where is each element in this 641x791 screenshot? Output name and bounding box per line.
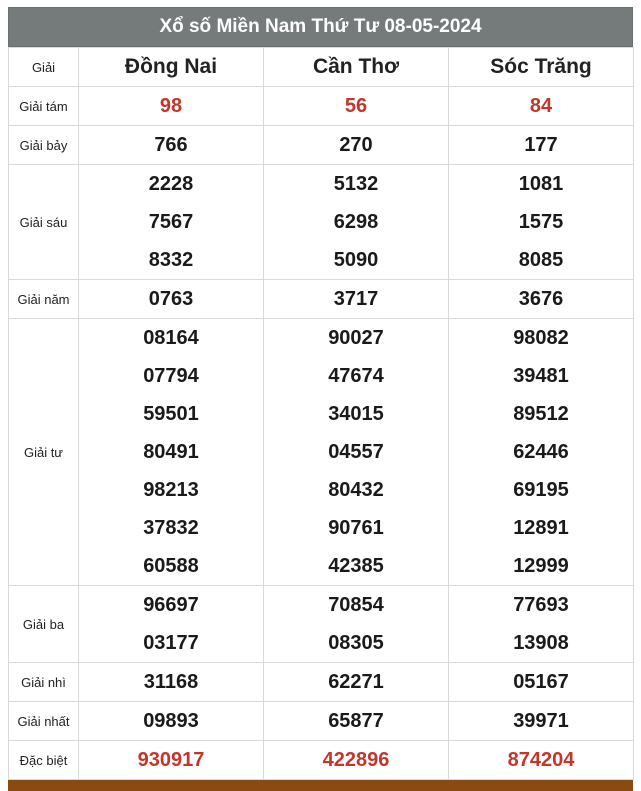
prize-cell	[449, 586, 634, 663]
winning-number: 65877	[328, 710, 384, 732]
prize-row	[9, 126, 634, 165]
winning-number: 60588	[143, 555, 199, 577]
prize-cell	[79, 126, 264, 165]
winning-number: 177	[524, 134, 558, 156]
winning-number: 766	[154, 134, 188, 156]
winning-number: 07794	[143, 365, 199, 387]
winning-number: 874204	[507, 749, 575, 771]
prize-cell	[79, 586, 264, 663]
header-row	[9, 48, 634, 87]
winning-number: 70854	[328, 594, 384, 616]
winning-number: 8085	[518, 249, 564, 271]
page-title: Xổ số Miền Nam Thứ Tư 08-05-2024	[8, 7, 633, 47]
prize-cell	[264, 87, 449, 126]
winning-number: 03177	[143, 632, 199, 654]
winning-number: 12999	[513, 555, 569, 577]
winning-number: 1575	[518, 211, 564, 233]
prize-cell	[79, 319, 264, 586]
winning-number: 8332	[148, 249, 194, 271]
winning-number: 62271	[328, 671, 384, 693]
winning-number: 08305	[328, 632, 384, 654]
prize-cell	[264, 165, 449, 280]
prize-label: Giải sáu	[9, 165, 79, 280]
winning-number: 62446	[513, 441, 569, 463]
prize-cell	[264, 280, 449, 319]
winning-number: 12891	[513, 517, 569, 539]
prize-column-header: Giải	[9, 48, 79, 87]
winning-number: 31168	[143, 671, 199, 693]
prize-cell	[449, 319, 634, 586]
prize-label: Giải tư	[9, 319, 79, 586]
winning-number: 90761	[328, 517, 384, 539]
winning-number: 3717	[333, 288, 379, 310]
prize-cell	[449, 663, 634, 702]
winning-number: 2228	[148, 173, 194, 195]
winning-number: 1081	[518, 173, 564, 195]
prize-row	[9, 586, 634, 663]
winning-number: 37832	[143, 517, 199, 539]
prize-cell	[79, 741, 264, 780]
winning-number: 96697	[143, 594, 199, 616]
province-header: Cần Thơ	[264, 48, 449, 87]
results-table	[8, 47, 634, 780]
prize-label: Đặc biệt	[9, 741, 79, 780]
winning-number: 5132	[333, 173, 379, 195]
winning-number: 0763	[148, 288, 194, 310]
winning-number: 34015	[328, 403, 384, 425]
winning-number: 5090	[333, 249, 379, 271]
prize-cell	[264, 319, 449, 586]
prize-row	[9, 165, 634, 280]
winning-number: 09893	[143, 710, 199, 732]
winning-number: 69195	[513, 479, 569, 501]
winning-number: 08164	[143, 327, 199, 349]
winning-number: 930917	[137, 749, 205, 771]
prize-row	[9, 87, 634, 126]
prize-cell	[449, 702, 634, 741]
prize-cell	[264, 126, 449, 165]
prize-cell	[449, 165, 634, 280]
prize-rows	[9, 87, 634, 780]
prize-cell	[449, 741, 634, 780]
prize-label: Giải bảy	[9, 126, 79, 165]
prize-cell	[79, 280, 264, 319]
prize-cell	[264, 586, 449, 663]
prize-label: Giải nhì	[9, 663, 79, 702]
winning-number: 3676	[518, 288, 564, 310]
prize-row	[9, 319, 634, 586]
winning-number: 39971	[513, 710, 569, 732]
province-header: Sóc Trăng	[449, 48, 634, 87]
winning-number: 6298	[333, 211, 379, 233]
prize-cell	[449, 126, 634, 165]
winning-number: 39481	[513, 365, 569, 387]
prize-cell	[449, 87, 634, 126]
prize-row	[9, 741, 634, 780]
prize-cell	[79, 702, 264, 741]
winning-number: 98082	[513, 327, 569, 349]
prize-label: Giải ba	[9, 586, 79, 663]
winning-number: 42385	[328, 555, 384, 577]
winning-number: 13908	[513, 632, 569, 654]
prize-cell	[79, 663, 264, 702]
winning-number: 80491	[143, 441, 199, 463]
winning-number: 80432	[328, 479, 384, 501]
winning-number: 422896	[322, 749, 390, 771]
prize-row	[9, 702, 634, 741]
winning-number: 05167	[513, 671, 569, 693]
lottery-results	[8, 7, 633, 791]
prize-cell	[79, 87, 264, 126]
prize-label: Giải nhất	[9, 702, 79, 741]
winning-number: 04557	[328, 441, 384, 463]
prize-label: Giải năm	[9, 280, 79, 319]
prize-cell	[79, 165, 264, 280]
winning-number: 84	[529, 95, 553, 117]
prize-cell	[264, 741, 449, 780]
winning-number: 270	[339, 134, 373, 156]
winning-number: 98	[159, 95, 183, 117]
winning-number: 47674	[328, 365, 384, 387]
winning-number: 89512	[513, 403, 569, 425]
prize-cell	[449, 280, 634, 319]
winning-number: 98213	[143, 479, 199, 501]
winning-number: 59501	[143, 403, 199, 425]
prize-label: Giải tám	[9, 87, 79, 126]
prize-cell	[264, 702, 449, 741]
winning-number: 90027	[328, 327, 384, 349]
prize-row	[9, 280, 634, 319]
winning-number: 77693	[513, 594, 569, 616]
prize-row	[9, 663, 634, 702]
winning-number: 7567	[148, 211, 194, 233]
province-header: Đồng Nai	[79, 48, 264, 87]
prize-cell	[264, 663, 449, 702]
footer-bar	[8, 780, 633, 791]
winning-number: 56	[344, 95, 368, 117]
